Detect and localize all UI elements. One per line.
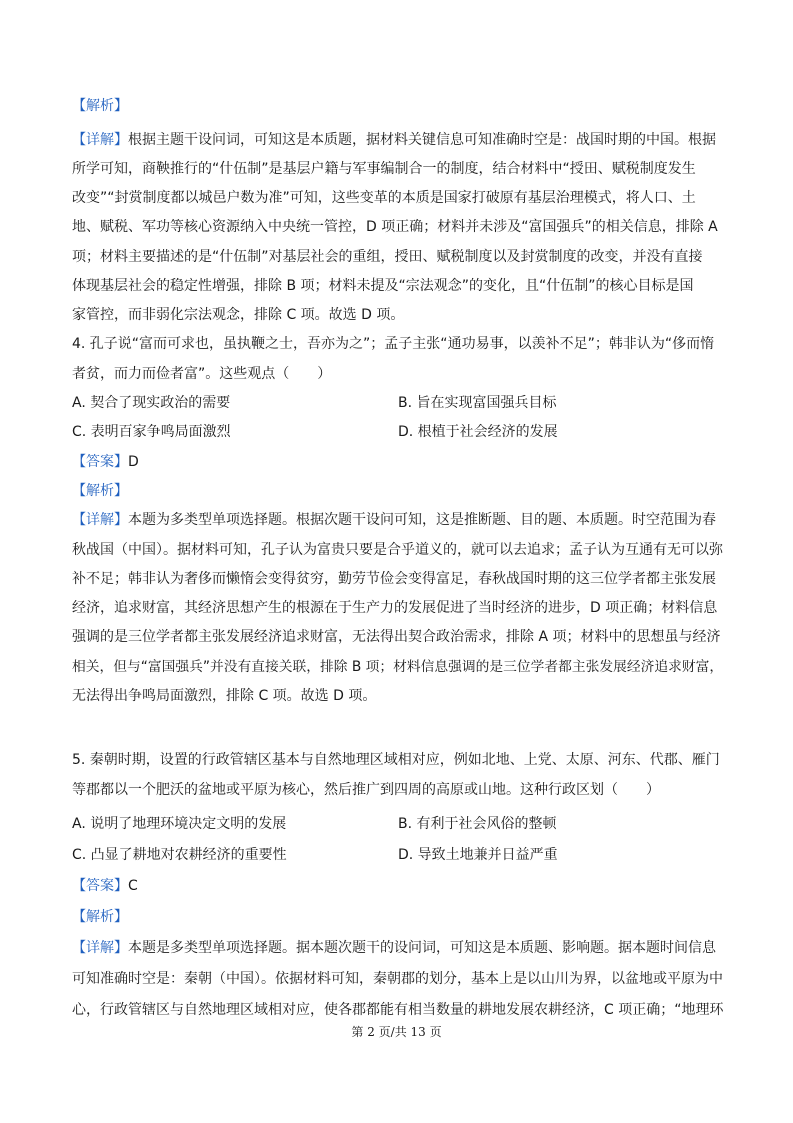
answer-tag: 【答案】	[72, 454, 128, 470]
detail-line: 家管控，而非弱化宗法观念，排除 C 项。故选 D 项。	[72, 307, 405, 323]
detail-line: 补不足；韩非认为奢侈而懒惰会变得贫穷，勤劳节俭会变得富足，春秋战国时期的这三位学者都主张发展	[72, 571, 716, 587]
detail-line: 经济，追求财富，其经济思想产生的根源在于生产力的发展促进了当时经济的进步，D 项正确；材料信息	[72, 600, 718, 616]
question-5-stem: 5. 秦朝时期，设置的行政管辖区基本与自然地理区域相对应，例如北地、上党、太原、河东、代郡、雁门	[72, 752, 720, 768]
analysis-tag: 【解析】	[72, 98, 128, 114]
detail-line: 无法得出争鸣局面激烈，排除 C 项。故选 D 项。	[72, 688, 377, 704]
detail-line: 【详解】根据主题干设问词，可知这是本质题，据材料关键信息可知准确时空是：战国时期的中国。根据	[72, 132, 716, 148]
question-4-stem: 者贫，而力而俭者富”。这些观点（ ）	[72, 366, 332, 382]
option-a: A. 说明了地理环境决定文明的发展	[72, 816, 287, 832]
detail-line: 改变”“封赏制度都以城邑户数为准”可知，这些变革的本质是国家打破原有基层治理模式，将人口、土	[72, 190, 696, 206]
option-d: D. 导致土地兼并日益严重	[398, 847, 558, 863]
analysis-tag: 【解析】	[72, 909, 128, 925]
answer-line	[72, 452, 724, 472]
question-4-stem: 4. 孔子说“富而可求也，虽执鞭之士，吾亦为之”；孟子主张“通功易事，以羡补不足”；韩非认为“侈而惰	[72, 336, 715, 352]
analysis-heading	[72, 907, 724, 927]
detail-line: 【详解】本题是多类型单项选择题。据本题次题干的设问词，可知这是本质题、影响题。据本题时间信息	[72, 940, 716, 956]
detail-line: 心，行政管辖区与自然地理区域相对应，使各郡都能有相当数量的耕地发展农耕经济，C 项正确；“地理环	[72, 1002, 724, 1018]
detail-line: 相关，但与“富国强兵”并没有直接关联，排除 B 项；材料信息强调的是三位学者都主张发展经济追求财富，	[72, 659, 724, 675]
analysis-tag: 【解析】	[72, 483, 128, 499]
detail-line: 强调的是三位学者都主张发展经济追求财富，无法得出契合政治需求，排除 A 项；材料中的思想虽与经济	[72, 629, 721, 645]
detail-line: 所学可知，商鞅推行的“什伍制”是基层户籍与军事编制合一的制度，结合材料中“授田、赋税制度发生	[72, 161, 696, 177]
option-a: A. 契合了现实政治的需要	[72, 395, 231, 411]
detail-line: 可知准确时空是：秦朝（中国）。依据材料可知，秦朝郡的划分，基本上是以山川为界，以盆地或平原为中	[72, 971, 723, 987]
answer-tag: 【答案】	[72, 878, 128, 894]
answer-value: D	[128, 454, 139, 470]
detail-line: 项；材料主要描述的是“什伍制”对基层社会的重组，授田、赋税制度以及封赏制度的改变，并没有直接	[72, 249, 703, 265]
detail-line: 【详解】本题为多类型单项选择题。根据次题干设问可知，这是推断题、目的题、本质题。时空范围为春	[72, 512, 716, 528]
option-c: C. 凸显了耕地对农耕经济的重要性	[72, 847, 287, 863]
option-d: D. 根植于社会经济的发展	[398, 424, 558, 440]
question-5-stem: 等郡都以一个肥沃的盆地或平原为核心，然后推广到四周的高原或山地。这种行政区划（ ）	[72, 782, 660, 798]
detail-tag: 【详解】	[72, 512, 128, 528]
detail-tag: 【详解】	[72, 940, 128, 956]
detail-tag: 【详解】	[72, 132, 128, 148]
option-b: B. 有利于社会风俗的整顿	[398, 816, 557, 832]
detail-line: 地、赋税、军功等核心资源纳入中央统一管控，D 项正确；材料并未涉及“富国强兵”的相关信息，排除 A	[72, 219, 718, 235]
answer-line	[72, 876, 724, 896]
option-c: C. 表明百家争鸣局面激烈	[72, 424, 231, 440]
detail-line: 体现基层社会的稳定性增强，排除 B 项；材料未提及“宗法观念”的变化，且“什伍制”的核心目标是国	[72, 278, 694, 294]
option-b: B. 旨在实现富国强兵目标	[398, 395, 557, 411]
analysis-heading	[72, 96, 724, 116]
detail-line: 秋战国（中国）。据材料可知，孔子认为富贵只要是合乎道义的，就可以去追求；孟子认为互通有无可以弥	[72, 542, 723, 558]
answer-value: C	[128, 878, 138, 894]
page-footer: 第 2 页/共 13 页	[351, 1025, 442, 1039]
analysis-heading	[72, 481, 724, 501]
